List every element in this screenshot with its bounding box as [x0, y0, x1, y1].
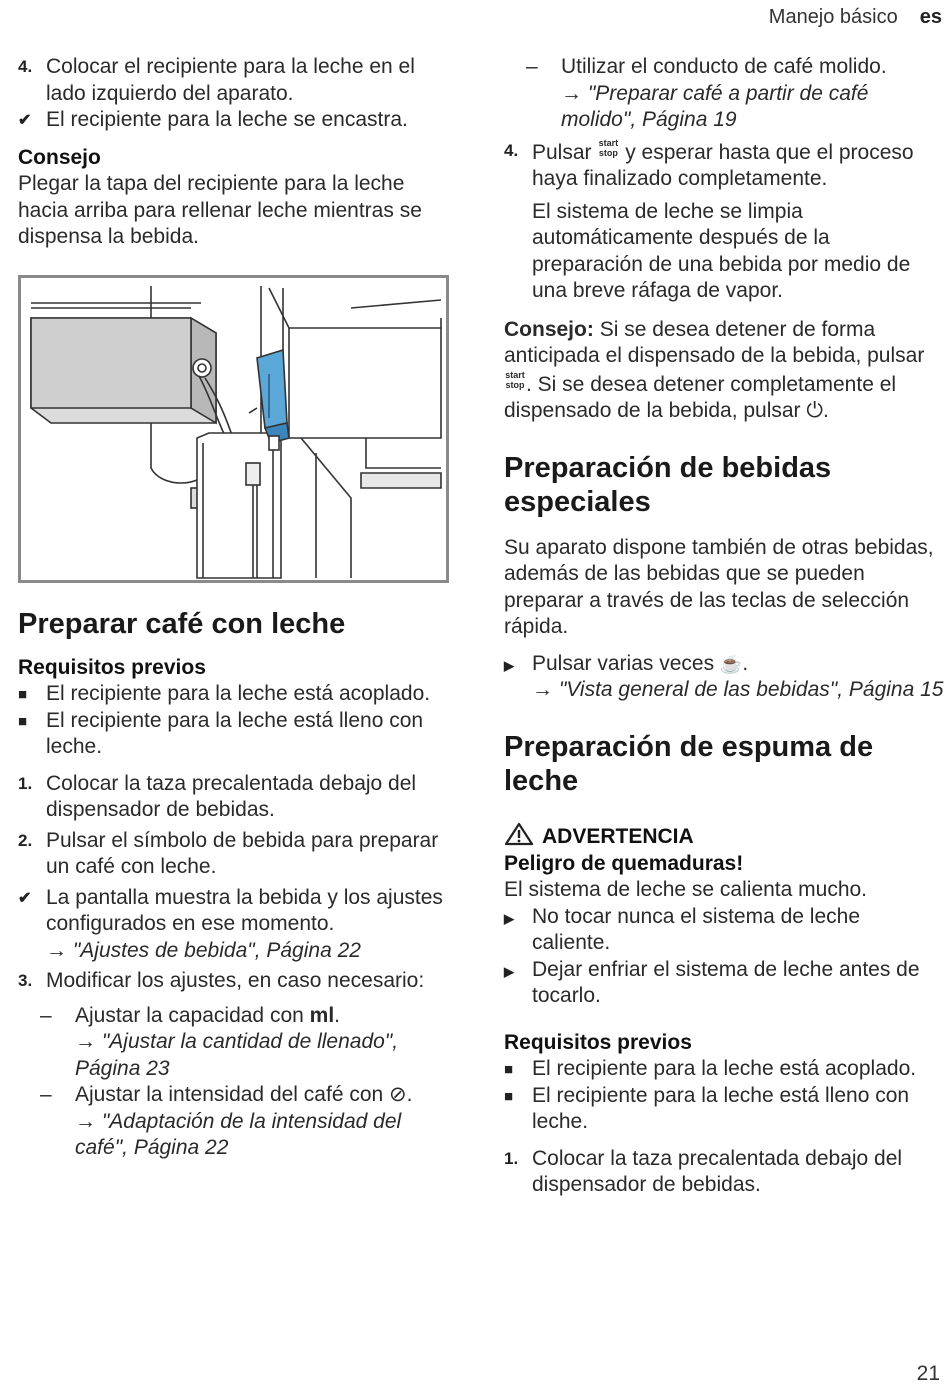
arrow-right-icon: ▶ — [504, 910, 514, 926]
warning-action — [504, 957, 944, 1010]
step-number: 1. — [504, 1148, 519, 1168]
warning-triangle-icon — [504, 822, 534, 846]
step-text-pre: Pulsar — [532, 140, 592, 164]
requirement-text: El recipiente para la leche está acoplado. — [532, 1057, 917, 1080]
milk-container-illustration — [18, 275, 449, 583]
requirement-item — [504, 1056, 944, 1083]
running-header — [769, 6, 942, 29]
action-text: Pulsar varias veces — [532, 651, 715, 675]
checkmark-icon: ✔ — [18, 889, 32, 907]
step-number: 4. — [18, 57, 33, 76]
step-number: 1. — [18, 773, 33, 793]
step-note: El sistema de leche se limpia automáticamente después de la preparación de una bebida por medio de una breve ráfaga de vapor. — [532, 199, 911, 302]
step-4-left — [18, 54, 458, 107]
step-text-post: y esperar hasta que el proceso haya finalizado completamente. — [532, 140, 914, 190]
warning-action-text: No tocar nunca el sistema de leche caliente. — [532, 904, 861, 954]
step-number: 3. — [18, 971, 33, 990]
requirement-item — [18, 708, 458, 761]
arrow-right-icon: ▶ — [504, 657, 514, 673]
section-title: Preparación de espuma de leche — [504, 730, 874, 797]
checkmark-icon: ✔ — [18, 112, 32, 129]
tip-text-1: Si se desea detener de forma anticipada el dispensado de la bebida, pulsar — [504, 317, 925, 367]
bullet-square-icon: ■ — [504, 1061, 514, 1078]
warning-text: El sistema de leche se calienta mucho. — [504, 878, 868, 901]
step-text: Colocar la taza precalentada debajo del dispensador de bebidas. — [532, 1146, 903, 1196]
tip-text-2: . Si se desea detener completamente el dispensado de la bebida, pulsar — [504, 372, 897, 422]
section-name: Manejo básico — [768, 6, 898, 28]
substep-text: Ajustar la intensidad del café con — [75, 1083, 384, 1106]
right-column — [504, 54, 944, 1199]
requirement-item — [18, 681, 458, 708]
step-text: Colocar la taza precalentada debajo del dispensador de bebidas. — [46, 771, 417, 821]
start-stop-icon: start stop — [505, 369, 525, 390]
cross-reference: → "Adaptación de la intensidad del café", Página 22 — [75, 1109, 402, 1159]
tip-paragraph — [504, 317, 944, 425]
cross-reference: → "Ajustar la cantidad de llenado", Página 23 — [75, 1030, 399, 1080]
result-item — [18, 107, 458, 134]
machine-drawing — [21, 278, 446, 580]
step-1 — [18, 771, 458, 824]
step-text: Pulsar el símbolo de bebida para preparar un café con leche. — [46, 828, 439, 878]
section-text: Su aparato dispone también de otras bebidas, además de las bebidas que se pueden preparar a través de las teclas de selección rápida. — [504, 535, 934, 638]
dash-marker: – — [526, 55, 538, 78]
bullet-square-icon: ■ — [504, 1087, 514, 1105]
requirement-text: El recipiente para la leche está lleno con leche. — [532, 1083, 910, 1133]
language-code: es — [919, 6, 942, 28]
requirement-text: El recipiente para la leche está acoplado. — [46, 682, 431, 705]
action-item: ▶ Pulsar varias veces ☕. → "Vista general de las bebidas", Página 15 — [504, 651, 944, 704]
requirements-title: Requisitos previos — [504, 1030, 692, 1054]
step-number: 2. — [18, 830, 33, 850]
substep: – Ajustar la capacidad con ml. → "Ajustar la cantidad de llenado", Página 23 — [18, 1003, 458, 1083]
cross-reference: → "Preparar café a partir de café molido", Página 19 — [561, 81, 869, 131]
substep-text: Utilizar el conducto de café molido. — [561, 55, 887, 78]
start-stop-icon: start stop — [598, 137, 619, 158]
cup-icon: ☕ — [719, 653, 743, 674]
step-1-right — [504, 1146, 944, 1199]
step-text: Modificar los ajustes, en caso necesario: — [46, 969, 425, 992]
warning-action-text: Dejar enfriar el sistema de leche antes de tocarlo. — [532, 957, 920, 1007]
result-text: El recipiente para la leche se encastra. — [46, 108, 408, 131]
section-title: Preparar café con leche — [18, 607, 346, 640]
ml-symbol: ml — [309, 1003, 335, 1027]
arrow-right-icon: ▶ — [504, 963, 514, 979]
dash-marker: – — [40, 1083, 52, 1106]
requirements-title: Requisitos previos — [18, 655, 206, 679]
step-3 — [18, 968, 458, 995]
tip-title: Consejo: — [504, 317, 594, 341]
substep — [504, 54, 944, 134]
substep-text: Ajustar la capacidad con — [75, 1003, 304, 1027]
requirement-item — [504, 1083, 944, 1136]
warning-action — [504, 904, 944, 957]
step-2 — [18, 828, 458, 881]
warning-label: ADVERTENCIA — [542, 824, 694, 848]
intensity-icon: ⊘ — [389, 1083, 407, 1106]
step-text: Colocar el recipiente para la leche en el lado izquierdo del aparato. — [46, 55, 415, 105]
power-icon: ⏻ — [806, 399, 824, 422]
tip-title: Consejo — [18, 145, 101, 169]
step-number: 4. — [504, 140, 519, 160]
result-text: La pantalla muestra la bebida y los ajustes configurados en ese momento. — [46, 885, 443, 935]
requirement-text: El recipiente para la leche está lleno con leche. — [46, 708, 424, 758]
result-item — [18, 885, 458, 965]
cross-reference: → "Ajustes de bebida", Página 22 — [46, 938, 361, 962]
warning-title: Peligro de quemaduras! — [504, 851, 744, 875]
cross-reference: → "Vista general de las bebidas", Página 15 — [532, 678, 944, 701]
tip-text-3: . — [823, 399, 829, 422]
left-column — [18, 54, 458, 1162]
bullet-square-icon: ■ — [18, 712, 28, 730]
bullet-square-icon: ■ — [18, 686, 28, 703]
page-number: 21 — [916, 1362, 940, 1385]
substep: – Ajustar la intensidad del café con ⊘. → "Adaptación de la intensidad del café", Página 22 — [18, 1082, 458, 1162]
tip-text: Plegar la tapa del recipiente para la leche hacia arriba para rellenar leche mientras se dispensa la bebida. — [18, 172, 422, 248]
step-4-right — [504, 138, 944, 305]
dash-marker: – — [40, 1003, 52, 1027]
section-title: Preparación de bebidas especiales — [504, 451, 832, 518]
warning-heading — [504, 822, 944, 851]
